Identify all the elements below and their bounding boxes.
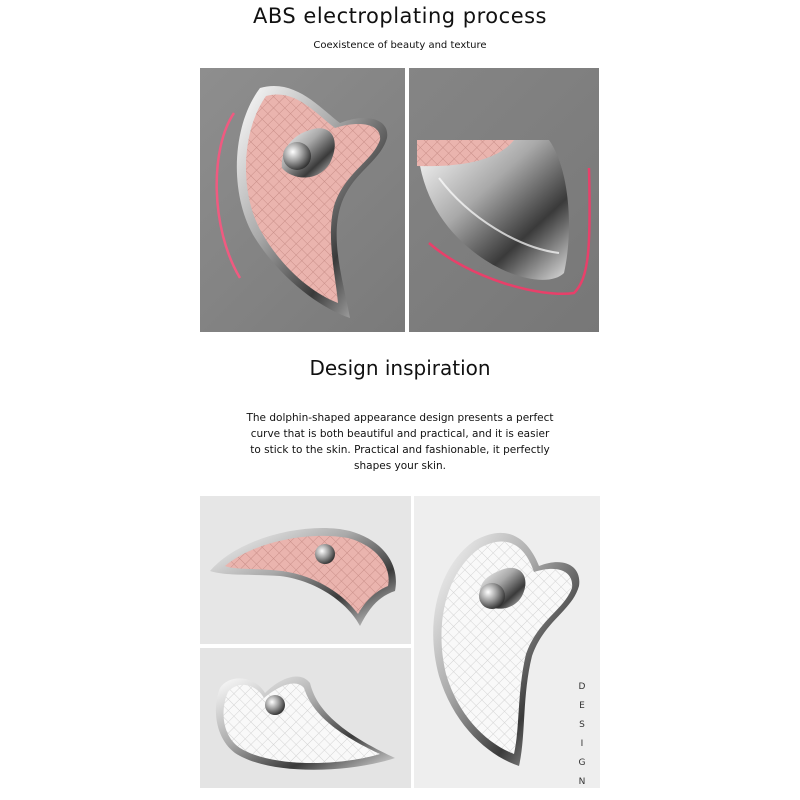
vertical-letter: I: [580, 739, 584, 749]
vertical-letter: S: [579, 720, 585, 730]
vertical-letter: D: [578, 682, 586, 692]
description-line: The dolphin-shaped appearance design presents a perfect: [246, 412, 554, 424]
vertical-letter: E: [579, 701, 585, 711]
vertical-letter: G: [578, 758, 586, 768]
vertical-letter: N: [578, 777, 586, 787]
design-description: [240, 410, 560, 474]
design-title: Design inspiration: [309, 356, 491, 380]
description-line: to stick to the skin. Practical and fashionable, it perfectly: [250, 444, 550, 456]
description-line: shapes your skin.: [354, 460, 446, 472]
white-scraper-front-photo: [414, 496, 600, 788]
white-scraper-flat-photo: [200, 648, 411, 788]
description-line: curve that is both beautiful and practical, and it is easier: [250, 428, 550, 440]
chrome-edge-closeup: [409, 68, 599, 332]
process-title: ABS electroplating process: [253, 4, 547, 28]
process-subtitle: Coexistence of beauty and texture: [313, 40, 487, 51]
pink-scraper-photo: [200, 68, 405, 332]
design-vertical-text: [575, 678, 589, 792]
pink-scraper-side-photo: [200, 496, 411, 644]
